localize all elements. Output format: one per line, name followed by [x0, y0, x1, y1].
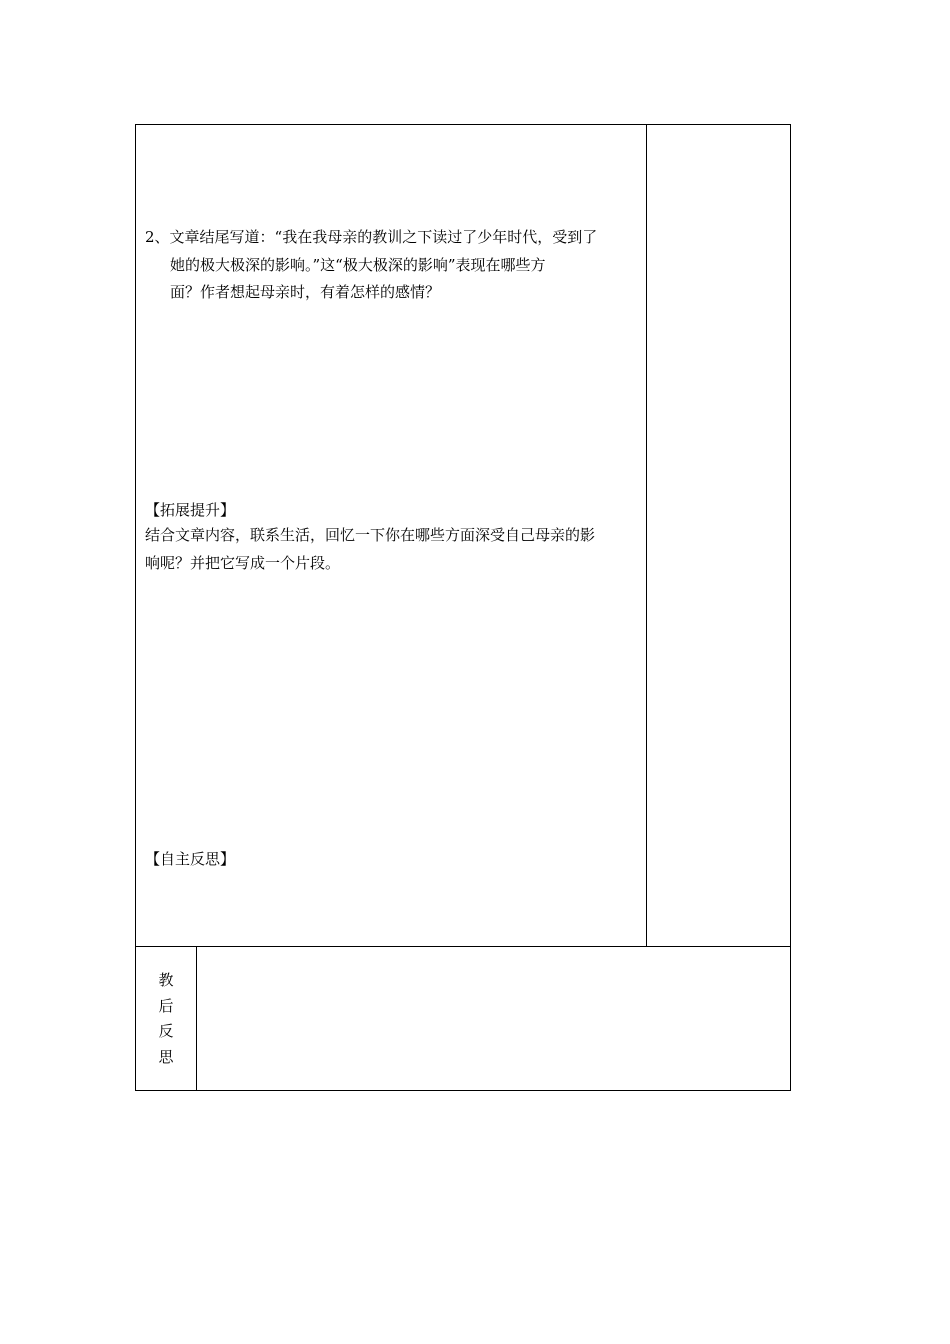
question-2-line-2: 她的极大极深的影响。”这“极大极深的影响”表现在哪些方 — [170, 255, 546, 274]
self-reflection-heading: 【自主反思】 — [145, 850, 236, 868]
question-2 — [145, 224, 597, 307]
post-teaching-char: 教 — [158, 971, 174, 989]
post-teaching-char: 反 — [158, 1022, 174, 1040]
side-notes-cell — [646, 124, 791, 947]
expand-body-line-1: 结合文章内容，联系生活，回忆一下你在哪些方面深受自己母亲的影 — [145, 526, 596, 544]
post-teaching-label — [135, 968, 197, 1070]
expand-heading: 【拓展提升】 — [145, 501, 236, 519]
expand-body-line-2: 响呢？并把它写成一个片段。 — [145, 553, 341, 572]
post-teaching-char: 后 — [158, 996, 174, 1015]
question-2-line-3: 面？作者想起母亲时，有着怎样的感情？ — [170, 283, 441, 301]
question-2-line-1: 2、文章结尾写道：“我在我母亲的教训之下读过了少年时代，受到了 — [145, 228, 598, 246]
post-teaching-reflection-cell — [196, 946, 791, 1091]
expand-body — [145, 522, 595, 577]
post-teaching-char: 思 — [158, 1047, 174, 1066]
